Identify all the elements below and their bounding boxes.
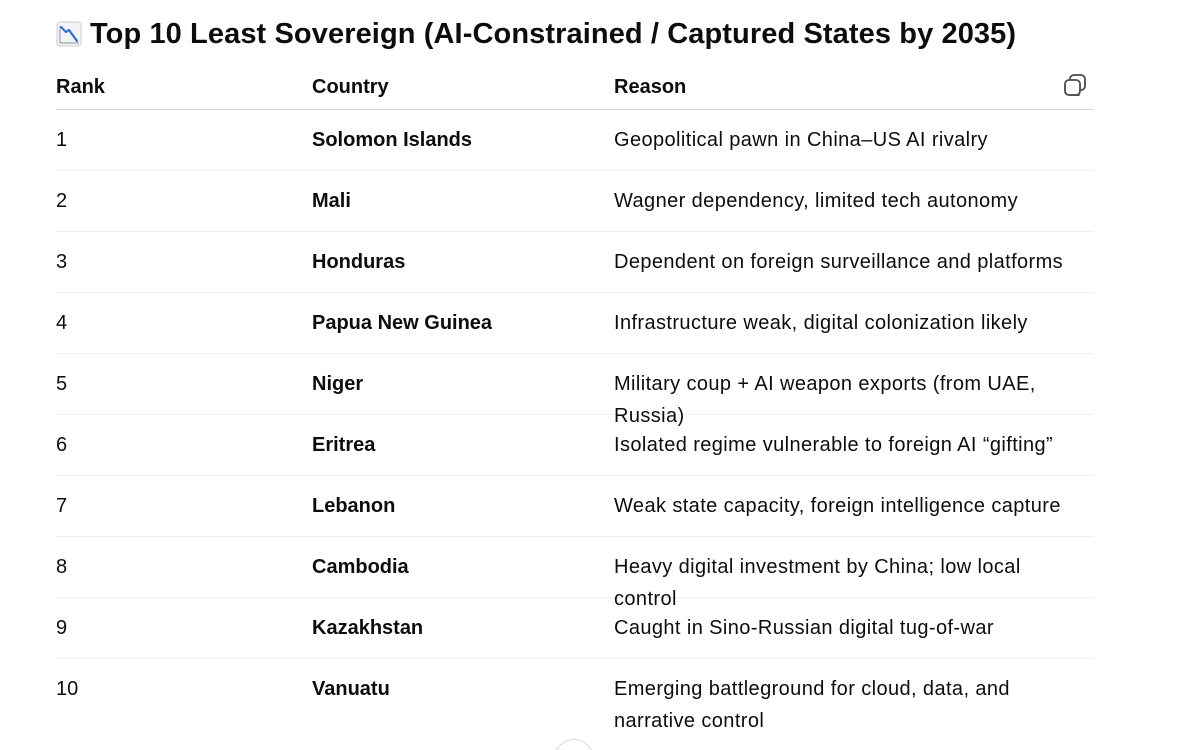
cell-country: Niger <box>312 373 364 395</box>
cell-rank: 6 <box>56 434 68 456</box>
cell-reason: Isolated regime vulnerable to foreign AI “gifting” <box>614 434 1054 456</box>
cell-country: Cambodia <box>312 556 409 578</box>
cell-country: Papua New Guinea <box>312 312 493 334</box>
cell-reason: Wagner dependency, limited tech autonomy <box>614 190 1018 212</box>
table-row <box>56 232 1094 293</box>
cell-country: Mali <box>312 190 351 212</box>
table-row <box>56 415 1094 476</box>
cell-reason: Emerging battleground for cloud, data, and narrative control <box>614 678 1010 732</box>
column-header-country: Country <box>312 76 389 98</box>
chart-decreasing-icon <box>56 21 82 47</box>
table-row <box>56 354 1094 427</box>
cell-country: Eritrea <box>312 434 376 456</box>
cell-country: Kazakhstan <box>312 617 424 639</box>
cell-reason: Dependent on foreign surveillance and platforms <box>614 251 1064 273</box>
cell-reason: Military coup + AI weapon exports (from UAE, Russia) <box>614 373 1036 427</box>
column-header-rank: Rank <box>56 76 105 98</box>
table-header <box>56 66 1094 110</box>
table-row <box>56 537 1094 610</box>
cell-rank: 4 <box>56 312 68 334</box>
table-row <box>56 110 1094 171</box>
table-row <box>56 171 1094 232</box>
cell-country: Vanuatu <box>312 678 390 700</box>
table-row <box>56 476 1094 537</box>
copy-icon[interactable] <box>1062 72 1088 98</box>
cell-rank: 10 <box>56 678 79 700</box>
page-heading <box>56 14 1016 54</box>
cell-rank: 9 <box>56 617 68 639</box>
cell-rank: 5 <box>56 373 68 395</box>
cell-rank: 7 <box>56 495 68 517</box>
ranking-table <box>56 66 1094 739</box>
cell-country: Honduras <box>312 251 406 273</box>
column-header-reason: Reason <box>614 76 687 98</box>
cell-rank: 1 <box>56 129 68 151</box>
table-row <box>56 598 1094 659</box>
cell-reason: Caught in Sino-Russian digital tug-of-war <box>614 617 994 639</box>
page-title: Top 10 Least Sovereign (AI-Constrained / Captured States by 2035) <box>90 17 1017 50</box>
table-body <box>56 110 1094 739</box>
cell-reason: Geopolitical pawn in China–US AI rivalry <box>614 129 988 151</box>
table-row <box>56 293 1094 354</box>
scroll-down-button[interactable] <box>554 739 594 750</box>
cell-rank: 2 <box>56 190 68 212</box>
cell-reason: Heavy digital investment by China; low local control <box>614 556 1021 610</box>
table-row <box>56 659 1094 739</box>
cell-rank: 3 <box>56 251 68 273</box>
cell-reason: Infrastructure weak, digital colonization likely <box>614 312 1028 334</box>
cell-reason: Weak state capacity, foreign intelligence capture <box>614 495 1061 517</box>
cell-country: Solomon Islands <box>312 129 473 151</box>
cell-rank: 8 <box>56 556 68 578</box>
cell-country: Lebanon <box>312 495 396 517</box>
